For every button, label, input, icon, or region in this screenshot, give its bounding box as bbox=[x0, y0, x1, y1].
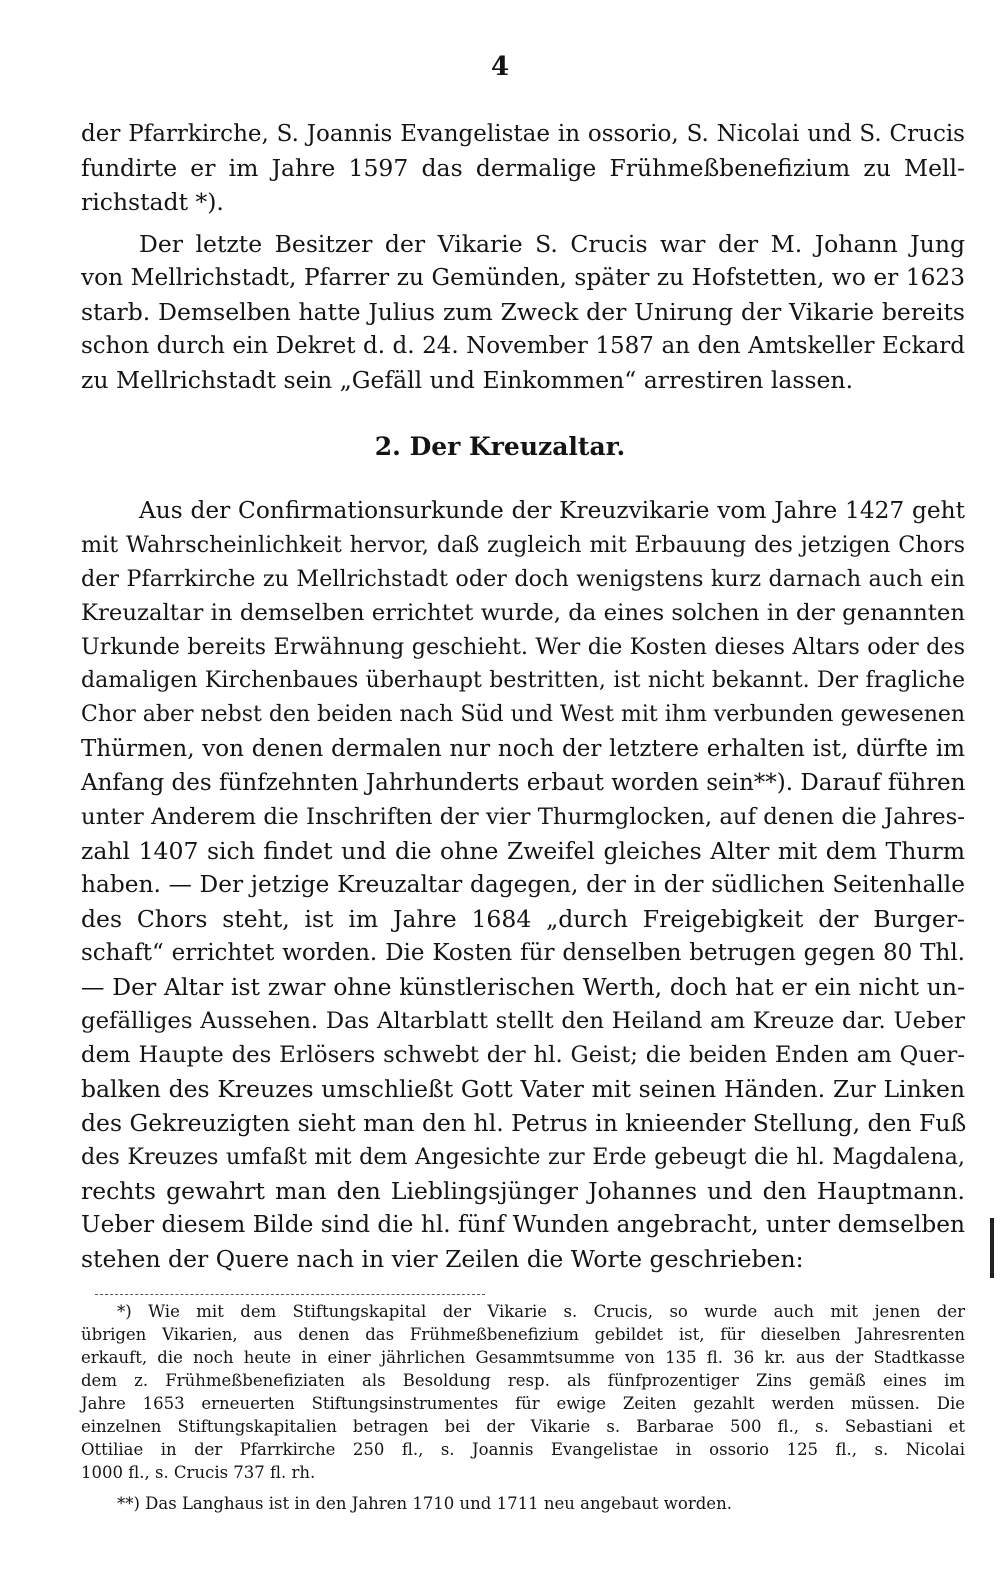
text-line: des Gekreuzigten sieht man den hl. Petrus in knieender Stellung, den Fuß bbox=[81, 1109, 967, 1137]
text-line: rechts gewahrt man den Lieblingsjünger Johannes und den Hauptmann. bbox=[81, 1177, 965, 1205]
footnote-line: **) Das Langhaus ist in den Jahren 1710 und 1711 neu angebaut worden. bbox=[117, 1494, 732, 1513]
text-line: — Der Altar ist zwar ohne künstlerischen Werth, doch hat er ein nicht un- bbox=[81, 973, 965, 1001]
text-line: mit Wahrscheinlichkeit hervor, daß zugleich mit Erbauung des jetzigen Chors bbox=[81, 532, 965, 558]
text-line: der Pfarrkirche, S. Joannis Evangelistae in ossorio, S. Nicolai und S. Crucis bbox=[81, 121, 965, 147]
section-heading: 2. Der Kreuzaltar. bbox=[374, 432, 626, 461]
text-line: Der letzte Besitzer der Vikarie S. Crucis war der M. Johann Jung bbox=[139, 230, 965, 258]
text-line: richstadt *). bbox=[81, 188, 224, 216]
text-line: unter Anderem die Inschriften der vier Thurmglocken, auf denen die Jahres- bbox=[81, 804, 965, 830]
text-line: damaligen Kirchenbaues überhaupt bestritten, ist nicht bekannt. Der fragliche bbox=[81, 668, 965, 693]
text-line: Kreuzaltar in demselben errichtet wurde, da eines solchen in der genannten bbox=[81, 600, 965, 626]
text-line: Thürmen, von denen dermalen nur noch der letztere erhalten ist, dürfte im bbox=[81, 736, 965, 762]
text-line: zu Mellrichstadt sein „Gefäll und Einkommen“ arrestiren lassen. bbox=[81, 366, 854, 394]
text-line: schon durch ein Dekret d. d. 24. November 1587 an den Amtskeller Eckard bbox=[81, 333, 965, 359]
text-line: der Pfarrkirche zu Mellrichstadt oder doch wenigstens kurz darnach auch ein bbox=[81, 566, 965, 592]
text-line: schaft“ errichtet worden. Die Kosten für denselben betrugen gegen 80 Thl. bbox=[81, 940, 965, 966]
text-line: Anfang des fünfzehnten Jahrhunderts erbaut worden sein**). Darauf führen bbox=[81, 770, 966, 796]
text-line: Urkunde bereits Erwähnung geschieht. Wer die Kosten dieses Altars oder des bbox=[81, 634, 965, 660]
text-line: des Kreuzes umfaßt mit dem Angesichte zur Erde gebeugt die hl. Magdalena, bbox=[81, 1144, 965, 1170]
text-line: Ueber diesem Bilde sind die hl. fünf Wunden angebracht, unter demselben bbox=[81, 1211, 965, 1238]
text-line: fundirte er im Jahre 1597 das dermalige Frühmeßbenefizium zu Mell- bbox=[81, 154, 965, 182]
footnote-line: übrigen Vikarien, aus denen das Frühmeßbenefizium gebildet ist, für dieselben Jahresrenten bbox=[81, 1325, 965, 1344]
text-line: dem Haupte des Erlösers schwebt der hl. Geist; die beiden Enden am Quer- bbox=[81, 1042, 965, 1068]
footnote-line: Ottiliae in der Pfarrkirche 250 fl., s. Joannis Evangelistae in ossorio 125 fl., s. Nicolai bbox=[81, 1440, 965, 1459]
text-line: stehen der Quere nach in vier Zeilen die Worte geschrieben: bbox=[81, 1245, 804, 1273]
footnote-line: erkauft, die noch heute in einer jährlichen Gesammtsumme von 135 fl. 36 kr. aus der Stadtkasse bbox=[81, 1348, 965, 1367]
footnote-separator bbox=[95, 1294, 485, 1295]
text-line: zahl 1407 sich findet und die ohne Zweifel gleiches Alter mit dem Thurm bbox=[81, 837, 965, 865]
footnote-line: dem z. Frühmeßbenefiziaten als Besoldung resp. als fünfprozentiger Zins gemäß eines im bbox=[81, 1371, 965, 1390]
footnote-line: *) Wie mit dem Stiftungskapital der Vikarie s. Crucis, so wurde auch mit jenen der bbox=[117, 1302, 965, 1321]
page-number: 4 bbox=[490, 52, 510, 82]
text-line: balken des Kreuzes umschließt Gott Vater mit seinen Händen. Zur Linken bbox=[81, 1075, 965, 1103]
footnote-line: Jahre 1653 erneuerten Stiftungsinstrumentes für ewige Zeiten gezahlt werden müssen. Die bbox=[81, 1394, 965, 1413]
footnote-line: einzelnen Stiftungskapitalien betragen bei der Vikarie s. Barbarae 500 fl., s. Sebastiani et bbox=[81, 1417, 965, 1436]
text-line: des Chors steht, ist im Jahre 1684 „durch Freigebigkeit der Burger- bbox=[81, 905, 965, 933]
footnote-line: 1000 fl., s. Crucis 737 fl. rh. bbox=[81, 1463, 316, 1482]
text-line: haben. — Der jetzige Kreuzaltar dagegen, der in der südlichen Seitenhalle bbox=[81, 871, 965, 898]
text-line: Chor aber nebst den beiden nach Süd und West mit ihm verbunden gewesenen bbox=[81, 702, 966, 727]
text-line: starb. Demselben hatte Julius zum Zweck der Unirung der Vikarie bereits bbox=[81, 298, 965, 326]
text-line: Aus der Confirmationsurkunde der Kreuzvikarie vom Jahre 1427 geht bbox=[139, 497, 965, 524]
text-line: gefälliges Aussehen. Das Altarblatt stellt den Heiland am Kreuze dar. Ueber bbox=[81, 1008, 965, 1034]
scan-edge-mark bbox=[990, 1218, 994, 1278]
text-line: von Mellrichstadt, Pfarrer zu Gemünden, später zu Hofstetten, wo er 1623 bbox=[81, 264, 965, 291]
